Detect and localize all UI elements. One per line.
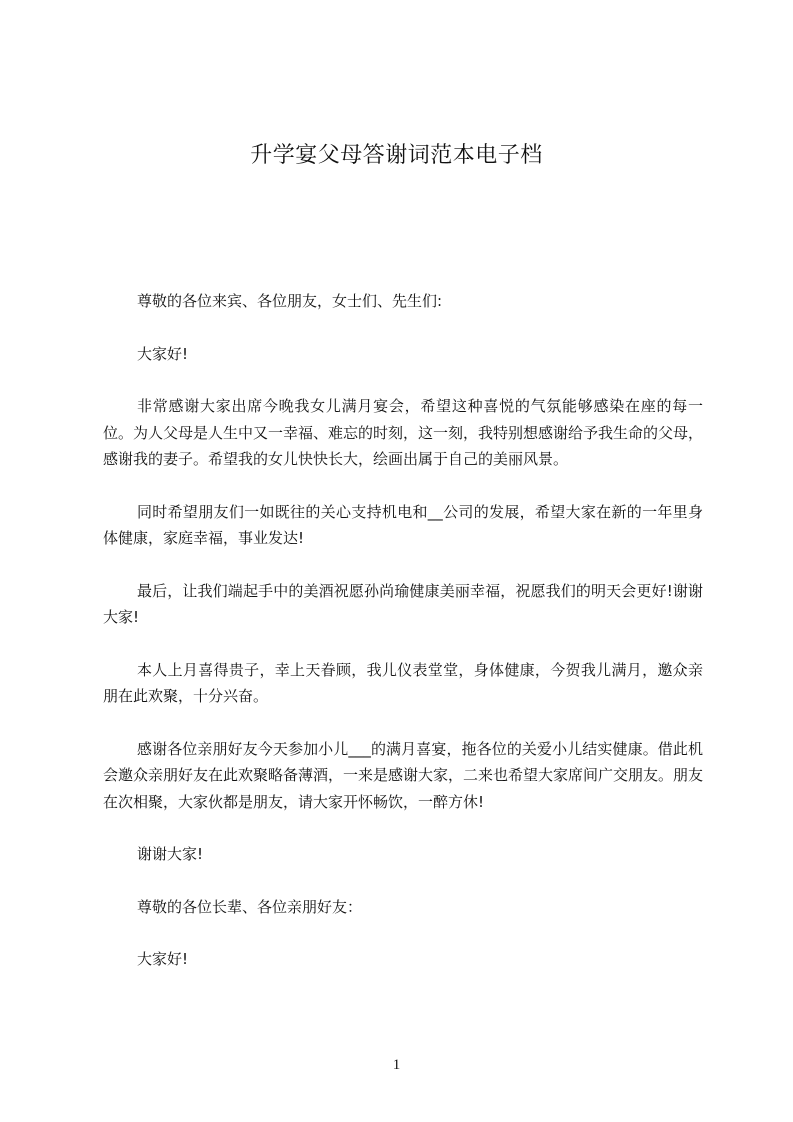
document-body (103, 288, 703, 999)
paragraph-greeting: 尊敬的各位来宾、各位朋友，女士们、先生们: (137, 292, 443, 310)
paragraph-thanks: 非常感谢大家出席今晚我女儿满月宴会，希望这种喜悦的气氛能够感染在座的每一位。为人父母是人生中又一幸福、难忘的时刻，这一刻，我特别想感谢给予我生命的父母，感谢我的妻子。希望我的女儿快快长大，绘画出属于自己的美丽风景。 (103, 397, 704, 468)
paragraph-hello: 大家好! (137, 344, 189, 363)
document-title: 升学宴父母答谢词范本电子档 (250, 143, 543, 168)
paragraph-thank-you: 谢谢大家! (137, 845, 204, 863)
paragraph-hello-2: 大家好! (137, 950, 189, 968)
paragraph-wishes: 同时希望朋友们一如既往的关心支持机电和__公司的发展，希望大家在新的一年里身体健康，家庭幸福，事业发达! (103, 502, 703, 547)
paragraph-announcement: 本人上月喜得贵子，幸上天眷顾，我儿仪表堂堂，身体健康，今贺我儿满月，邀众亲朋在此欢聚，十分兴奋。 (103, 660, 703, 705)
page-number: 1 (392, 1057, 401, 1073)
paragraph-toast: 最后，让我们端起手中的美酒祝愿孙尚瑜健康美丽幸福，祝愿我们的明天会更好!谢谢大家! (103, 581, 703, 626)
paragraph-gratitude: 感谢各位亲朋好友今天参加小儿___的满月喜宴，拖各位的关爱小儿结实健康。借此机会邀众亲朋好友在此欢聚略备薄酒，一来是感谢大家，二来也希望大家席间广交朋友。朋友在次相聚，大家伙都是朋友，请大家开怀畅饮，一醉方休! (103, 739, 704, 811)
paragraph-greeting-elders: 尊敬的各位长辈、各位亲朋好友： (137, 897, 363, 916)
